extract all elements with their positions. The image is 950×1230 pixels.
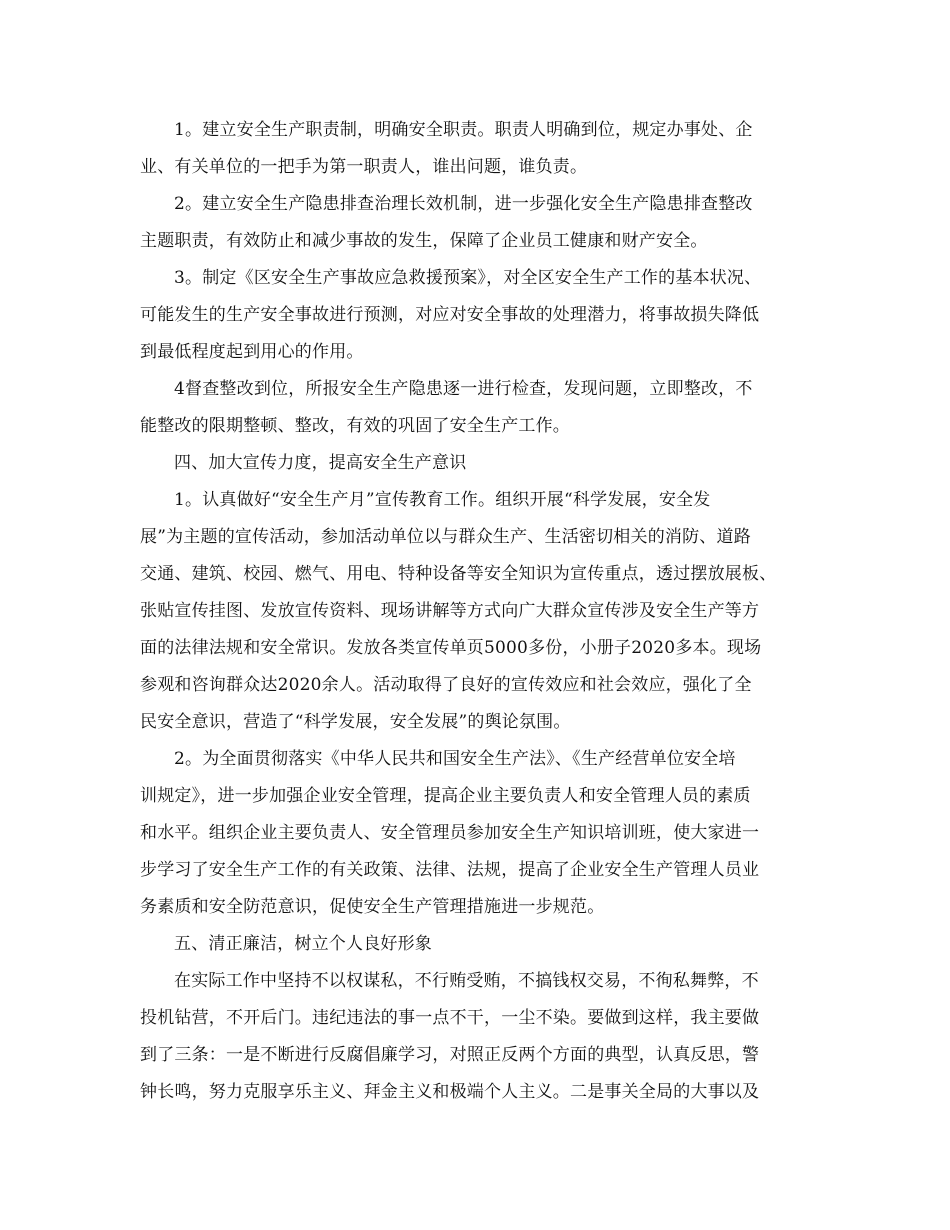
- text-line: 主题职责，有效防止和减少事故的发生，保障了企业员工健康和财产安全。: [140, 231, 708, 251]
- text-line: 4督查整改到位，所报安全生产隐患逐一进行检查，发现问题，立即整改，不: [174, 379, 753, 399]
- text-line: 参观和咨询群众达2020余人。活动取得了良好的宣传效应和社会效应，强化了全: [140, 675, 752, 695]
- text-line: 张贴宣传挂图、发放宣传资料、现场讲解等方式向广大群众宣传涉及安全生产等方: [140, 601, 760, 621]
- text-line: 到最低程度起到用心的作用。: [140, 342, 364, 362]
- text-line: 交通、建筑、校园、燃气、用电、特种设备等安全知识为宣传重点，透过摆放展板、: [140, 564, 777, 584]
- text-line: 民安全意识，营造了“科学发展，安全发展”的舆论氛围。: [140, 712, 571, 732]
- text-line: 投机钻营，不开后门。违纪违法的事一点不干，一尘不染。要做到这样，我主要做: [140, 1008, 760, 1028]
- text-line: 钟长鸣，努力克服享乐主义、拜金主义和极端个人主义。二是事关全局的大事以及: [140, 1082, 760, 1102]
- text-line: 和水平。组织企业主要负责人、安全管理员参加安全生产知识培训班，使大家进一: [140, 823, 760, 843]
- text-line: 务素质和安全防范意识，促使安全生产管理措施进一步规范。: [140, 897, 605, 917]
- text-line: 训规定》，进一步加强企业安全管理，提高企业主要负责人和安全管理人员的素质: [140, 786, 751, 806]
- text-line: 五、清正廉洁，树立个人良好形象: [174, 934, 432, 954]
- text-line: 2。建立安全生产隐患排查治理长效机制，进一步强化安全生产隐患排查整改: [174, 194, 753, 214]
- document-body: [140, 112, 820, 1111]
- text-line: 步学习了安全生产工作的有关政策、法律、法规，提高了企业安全生产管理人员业: [140, 860, 760, 880]
- text-line: 业、有关单位的一把手为第一职责人，谁出问题，谁负责。: [140, 157, 588, 177]
- text-line: 3。制定《区安全生产事故应急救援预案》，对全区安全生产工作的基本状况、: [174, 268, 762, 288]
- text-line: 能整改的限期整顿、整改，有效的巩固了安全生产工作。: [140, 416, 570, 436]
- text-line: 1。认真做好“安全生产月”宣传教育工作。组织开展“科学发展，安全发: [174, 490, 711, 510]
- text-line: 1。建立安全生产职责制，明确安全职责。职责人明确到位，规定办事处、企: [174, 120, 753, 140]
- text-line: 在实际工作中坚持不以权谋私，不行贿受贿，不搞钱权交易，不徇私舞弊，不: [174, 971, 759, 991]
- text-line: 四、加大宣传力度，提高安全生产意识: [174, 453, 467, 473]
- text-line: 展”为主题的宣传活动，参加活动单位以与群众生产、生活密切相关的消防、道路: [140, 527, 751, 547]
- text-line: 到了三条：一是不断进行反腐倡廉学习，对照正反两个方面的典型，认真反思，警: [140, 1045, 760, 1065]
- text-line: 2。为全面贯彻落实《中华人民共和国安全生产法》、《生产经营单位安全培: [174, 749, 736, 769]
- text-line: 可能发生的生产安全事故进行预测，对应对安全事故的处理潜力，将事故损失降低: [140, 305, 760, 325]
- text-line: 面的法律法规和安全常识。发放各类宣传单页5000多份，小册子2020多本。现场: [140, 638, 762, 658]
